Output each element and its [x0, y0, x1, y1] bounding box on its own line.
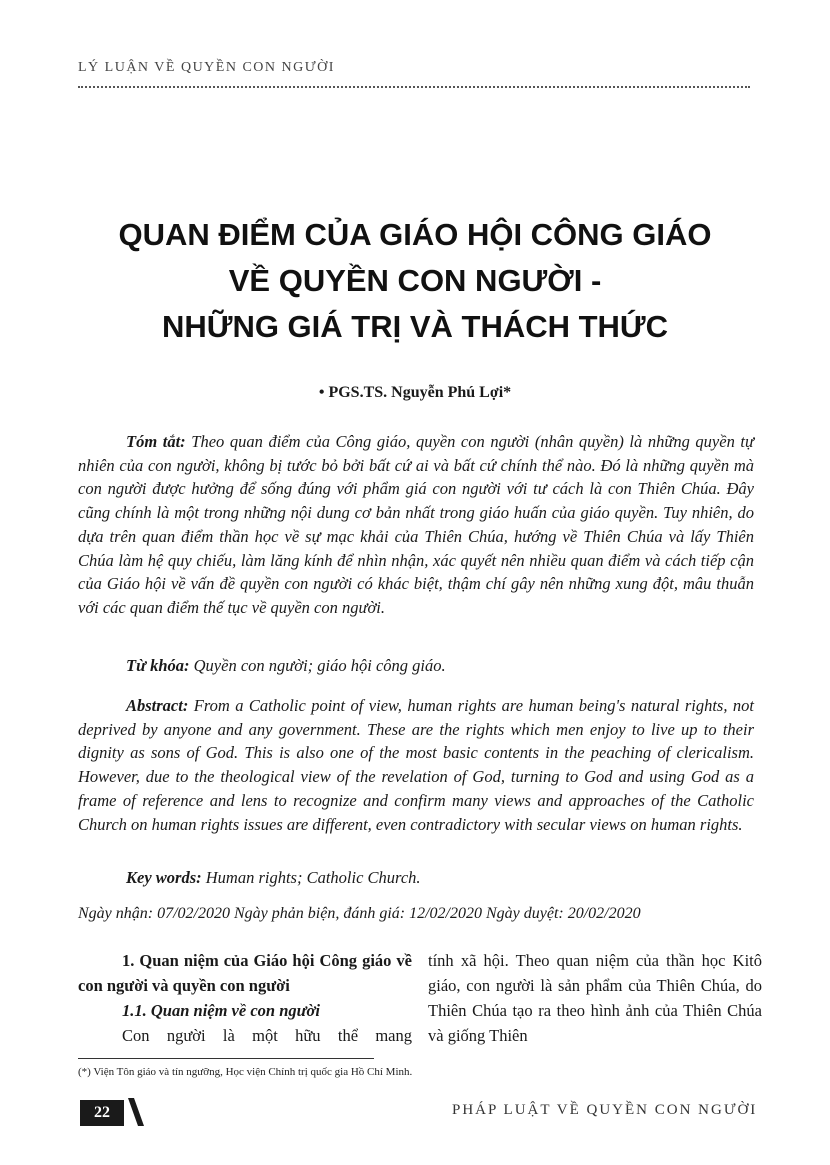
abstract-english [78, 694, 754, 836]
title-line-2: VỀ QUYỀN CON NGƯỜI - [228, 263, 602, 298]
body-text-right: tính xã hội. Theo quan niệm của thần học Kitô giáo, con người là sản phẩm của Thiên Chúa, do Thiên Chúa tạo ra theo hình ảnh của Thiên Chúa và giống Thiên [428, 951, 762, 1045]
page-slash-ornament [128, 1096, 144, 1128]
keywords-en-label: Key words: [126, 868, 202, 887]
body-column-left [78, 948, 412, 1048]
body-text-left: Con người là một hữu thể mang [122, 1026, 412, 1045]
keywords-vi-text: Quyền con người; giáo hội công giáo. [189, 656, 446, 675]
title-line-1: QUAN ĐIỂM CỦA GIÁO HỘI CÔNG GIÁO [118, 217, 712, 252]
abstract-vi-label: Tóm tắt: [126, 432, 186, 451]
keywords-en-text: Human rights; Catholic Church. [201, 868, 421, 887]
article-dates: Ngày nhận: 07/02/2020 Ngày phản biện, đánh giá: 12/02/2020 Ngày duyệt: 20/02/2020 [78, 905, 641, 922]
article-title [60, 212, 770, 350]
section-heading: 1. Quan niệm của Giáo hội Công giáo về con người và quyền con người [78, 951, 412, 995]
subsection-heading: 1.1. Quan niệm về con người [122, 1001, 320, 1020]
keywords-vi-label: Từ khóa: [126, 656, 190, 675]
running-head: LÝ LUẬN VỀ QUYỀN CON NGƯỜI [78, 60, 335, 75]
footer-journal-title: PHÁP LUẬT VỀ QUYỀN CON NGƯỜI [452, 1102, 758, 1118]
page-number: 22 [80, 1100, 124, 1126]
abstract-vietnamese [78, 430, 754, 620]
title-line-3: NHỮNG GIÁ TRỊ VÀ THÁCH THỨC [161, 309, 669, 344]
footnote: (*) Viện Tôn giáo và tín ngưỡng, Học viện Chính trị quốc gia Hồ Chí Minh. [78, 1066, 413, 1078]
author-line: • PGS.TS. Nguyễn Phú Lợi* [318, 384, 512, 401]
footnote-divider [78, 1058, 374, 1059]
abstract-vi-text: Theo quan điểm của Công giáo, quyền con người (nhân quyền) là những quyền tự nhiên của con người, không bị tước bỏ bởi bất cứ ai và bất cứ chính thể nào. Đó là những quyền mà con người được hưởng để sống đúng với phẩm giá con người với tư cách là con Thiên Chúa. Đây cũng chính là một trong những nội dung cơ bản nhất trong giáo huấn của giáo quyền. Tuy nhiên, do dựa trên quan điểm thần học về sự mạc khải của Thiên Chúa, hướng về Thiên Chúa và lấy Thiên Chúa làm hệ quy chiếu, làm lăng kính để nhìn nhận, xác quyết nên nhiều quan điểm và cách tiếp cận của Giáo hội về vấn đề quyền con người có khác biệt, thậm chí gây nên những xung đột, mâu thuẫn với các quan điểm thế tục về quyền con người. [78, 432, 754, 617]
abstract-en-label: Abstract: [126, 696, 189, 715]
keywords-english [78, 866, 754, 890]
keywords-vietnamese [78, 654, 754, 678]
body-column-right [428, 948, 762, 1048]
header-divider [78, 86, 750, 88]
abstract-en-text: From a Catholic point of view, human rights are human being's natural rights, not deprived by anyone and any government. These are the rights which men enjoy to live up to their dignity as sons of God. This is also one of the most basic contents in the peaching of clericalism. However, due to the theological view of the revelation of God, turning to God and using God as a frame of reference and lens to recognize and confirm many views and approaches of the Catholic Church on human rights issues are different, even contradictory with secular views on human rights. [78, 696, 754, 834]
